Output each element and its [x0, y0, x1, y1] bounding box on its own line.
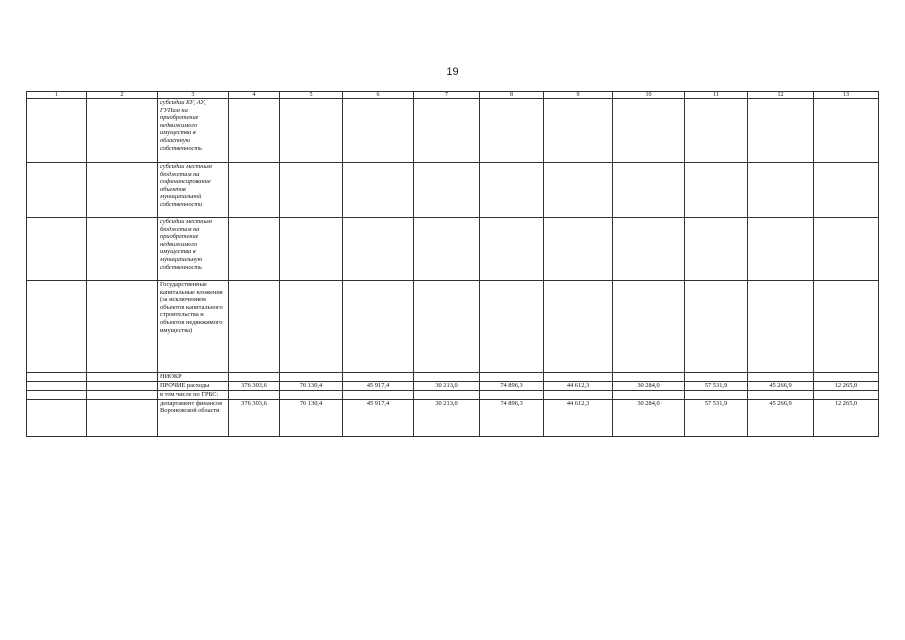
value-cell [480, 373, 544, 382]
value-cell: 30 213,0 [414, 399, 480, 436]
row-description: субсидии местным бюджетам на приобретение недвижимого имущества в муниципальную собственность [158, 218, 229, 281]
header-row [27, 92, 879, 99]
value-cell [414, 163, 480, 218]
empty-cell [87, 99, 158, 163]
row-description: департамент финансов Воронежской области [158, 399, 229, 436]
value-cell [544, 99, 613, 163]
value-cell: 30 213,0 [414, 382, 480, 391]
value-cell [229, 391, 280, 400]
value-cell [414, 218, 480, 281]
value-cell: 76 130,4 [280, 382, 343, 391]
value-cell: 45 266,9 [748, 399, 814, 436]
empty-cell [27, 218, 87, 281]
value-cell [480, 163, 544, 218]
column-header: 11 [685, 92, 748, 99]
empty-cell [27, 399, 87, 436]
empty-cell [87, 218, 158, 281]
column-header: 4 [229, 92, 280, 99]
column-header: 13 [814, 92, 879, 99]
value-cell [480, 99, 544, 163]
empty-cell [87, 373, 158, 382]
value-cell [613, 373, 685, 382]
column-header: 2 [87, 92, 158, 99]
value-cell [343, 391, 414, 400]
row-description: НИОКР [158, 373, 229, 382]
value-cell [280, 391, 343, 400]
value-cell [613, 281, 685, 373]
table-row [27, 281, 879, 373]
value-cell: 74 896,3 [480, 399, 544, 436]
row-description: Государственные капитальные вложения (за исключением объектов капитального строительства и объектов недвижимого имущества) [158, 281, 229, 373]
value-cell [343, 281, 414, 373]
empty-cell [87, 391, 158, 400]
value-cell [814, 218, 879, 281]
value-cell [748, 218, 814, 281]
page-number: 19 [446, 66, 459, 78]
column-header: 10 [613, 92, 685, 99]
value-cell [280, 218, 343, 281]
empty-cell [87, 399, 158, 436]
value-cell: 45 917,4 [343, 382, 414, 391]
column-header: 7 [414, 92, 480, 99]
value-cell [414, 281, 480, 373]
value-cell [544, 281, 613, 373]
value-cell [613, 99, 685, 163]
value-cell [685, 99, 748, 163]
table-row [27, 399, 879, 436]
column-header: 12 [748, 92, 814, 99]
value-cell [343, 218, 414, 281]
value-cell [685, 218, 748, 281]
empty-cell [87, 382, 158, 391]
value-cell [814, 163, 879, 218]
value-cell [343, 373, 414, 382]
value-cell: 30 284,0 [613, 382, 685, 391]
value-cell [544, 373, 613, 382]
value-cell [613, 218, 685, 281]
empty-cell [27, 391, 87, 400]
value-cell: 44 612,3 [544, 382, 613, 391]
value-cell [748, 373, 814, 382]
value-cell [814, 281, 879, 373]
value-cell: 30 284,0 [613, 399, 685, 436]
value-cell [613, 391, 685, 400]
column-header: 6 [343, 92, 414, 99]
value-cell: 45 917,4 [343, 399, 414, 436]
value-cell [748, 99, 814, 163]
value-cell [814, 391, 879, 400]
value-cell: 57 531,9 [685, 399, 748, 436]
table-row [27, 382, 879, 391]
value-cell [343, 163, 414, 218]
value-cell [544, 391, 613, 400]
value-cell [229, 281, 280, 373]
value-cell: 376 303,6 [229, 399, 280, 436]
empty-cell [27, 163, 87, 218]
value-cell [229, 373, 280, 382]
table-row [27, 99, 879, 163]
empty-cell [27, 373, 87, 382]
value-cell [685, 391, 748, 400]
empty-cell [87, 281, 158, 373]
value-cell: 76 130,4 [280, 399, 343, 436]
value-cell [480, 391, 544, 400]
value-cell [613, 163, 685, 218]
empty-cell [27, 382, 87, 391]
value-cell [414, 373, 480, 382]
column-header: 5 [280, 92, 343, 99]
value-cell [685, 373, 748, 382]
table-row [27, 163, 879, 218]
column-header: 3 [158, 92, 229, 99]
budget-table [26, 91, 879, 437]
table-row [27, 391, 879, 400]
value-cell [480, 218, 544, 281]
value-cell [280, 99, 343, 163]
value-cell [343, 99, 414, 163]
table-row [27, 218, 879, 281]
empty-cell [87, 163, 158, 218]
value-cell [814, 373, 879, 382]
value-cell [685, 281, 748, 373]
value-cell [280, 163, 343, 218]
empty-cell [27, 99, 87, 163]
value-cell: 12 265,0 [814, 382, 879, 391]
value-cell: 45 266,9 [748, 382, 814, 391]
value-cell: 376 303,6 [229, 382, 280, 391]
value-cell [280, 373, 343, 382]
column-header: 8 [480, 92, 544, 99]
value-cell [229, 99, 280, 163]
value-cell: 57 531,9 [685, 382, 748, 391]
value-cell [414, 99, 480, 163]
value-cell [480, 281, 544, 373]
empty-cell [27, 281, 87, 373]
row-description: субсидии БУ, АУ, ГУПам на приобретение недвижимого имущества в областную собственность [158, 99, 229, 163]
row-description: субсидии местным бюджетам на софинансирование объектов муниципальной собственности [158, 163, 229, 218]
value-cell [748, 281, 814, 373]
value-cell: 74 896,3 [480, 382, 544, 391]
column-header: 9 [544, 92, 613, 99]
value-cell [544, 218, 613, 281]
value-cell [229, 218, 280, 281]
column-header: 1 [27, 92, 87, 99]
row-description: ПРОЧИЕ расходы [158, 382, 229, 391]
value-cell [229, 163, 280, 218]
table-row [27, 373, 879, 382]
value-cell [685, 163, 748, 218]
value-cell [280, 281, 343, 373]
value-cell: 12 265,0 [814, 399, 879, 436]
value-cell: 44 612,3 [544, 399, 613, 436]
value-cell [814, 99, 879, 163]
row-description: в том числе по ГРБС: [158, 391, 229, 400]
value-cell [748, 391, 814, 400]
value-cell [748, 163, 814, 218]
value-cell [544, 163, 613, 218]
value-cell [414, 391, 480, 400]
